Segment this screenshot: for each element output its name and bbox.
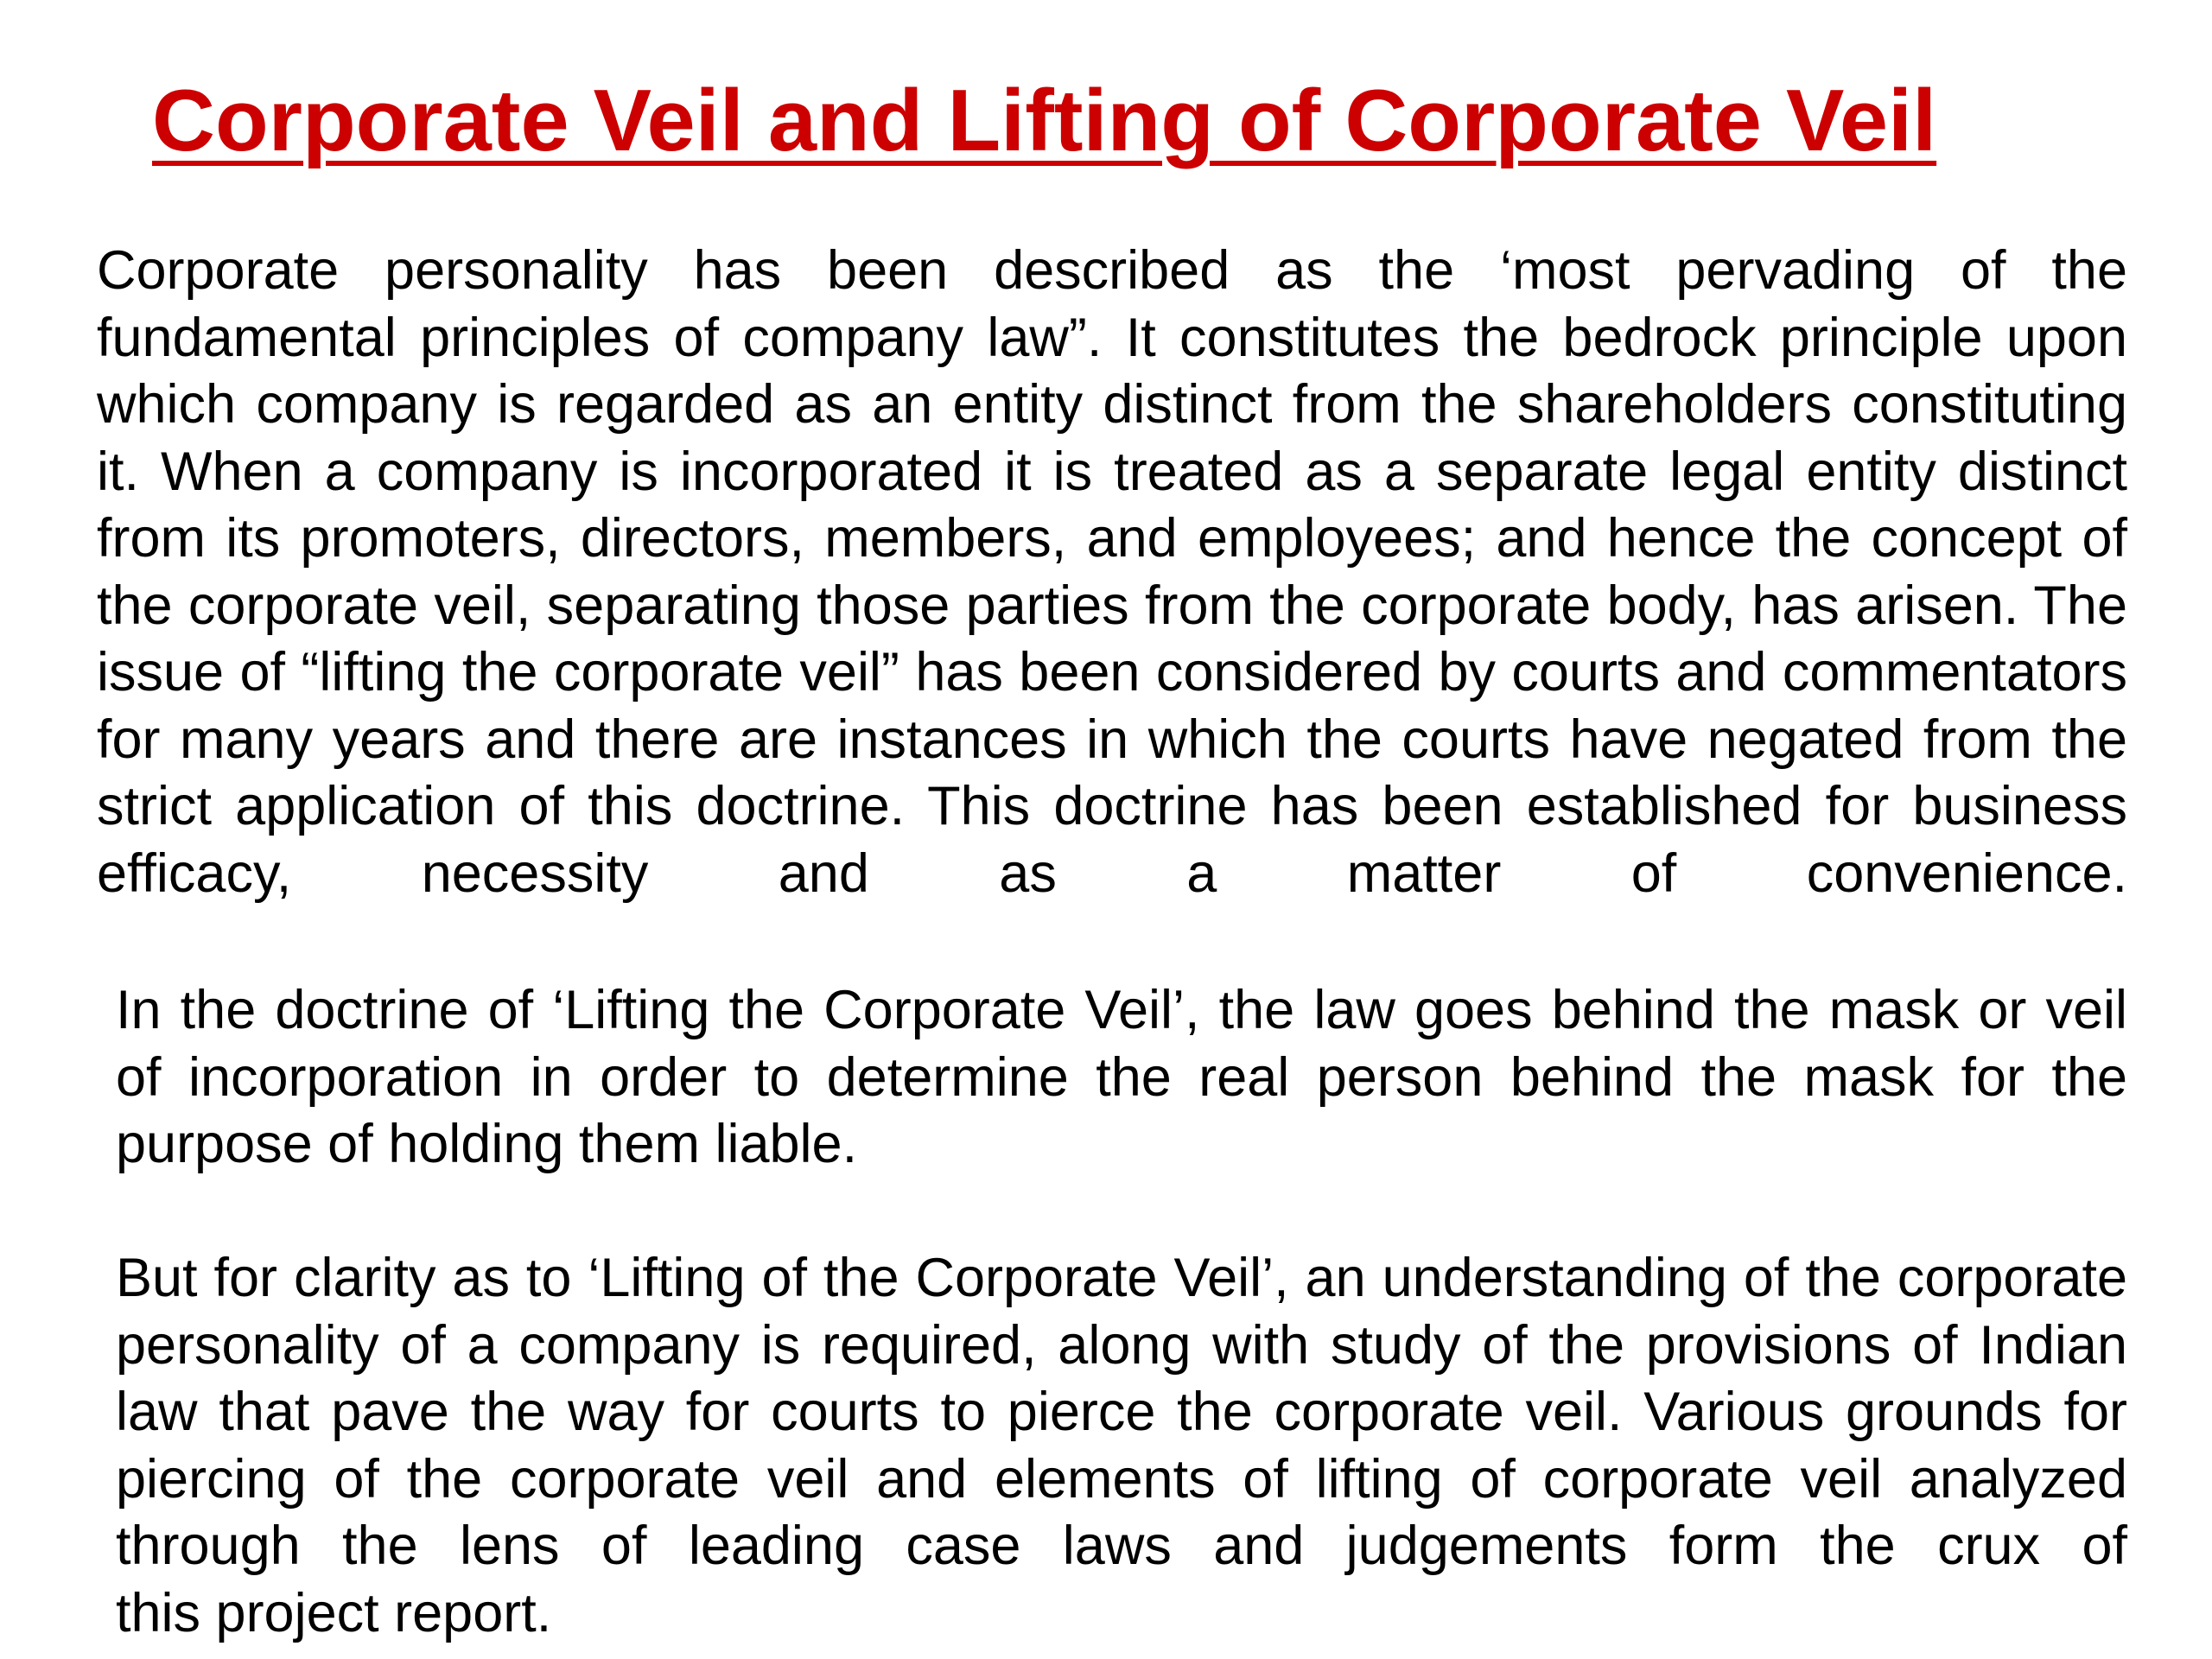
paragraph-clarity-last-line: this project report. — [116, 1583, 552, 1643]
paragraph-clarity: But for clarity as to ‘Lifting of the Corporate Veil’, an understanding of the corporate personality of a company is required, along with study of the provisions of Indian law that pave the way for courts to pierce the corporate veil. Various grounds for piercing of the corporate veil and elements of lifting of corporate veil analyzed through the lens of leading case laws and judgements form the crux of — [116, 1248, 2127, 1576]
paragraph-corporate-personality: Corporate personality has been described as the ‘most pervading of the fundamental principles of company law”. It constitutes the bedrock principle upon which company is regarded as an entity distinct from the shareholders constituting it. When a company is incorporated it is treated as a separate legal entity distinct from its promoters, directors, members, and employees; and hence the concept of the corporate veil, separating those parties from the corporate body, has arisen. The issue of “lifting the corporate veil” has been considered by courts and commentators for many years and there are instances in which the courts have negated from the strict application of this doctrine. This doctrine has been established for business efficacy, necessity and as a matter of convenience. — [97, 240, 2127, 904]
slide-title: Corporate Veil and Lifting of Corporate Veil — [152, 73, 1937, 169]
paragraph-lifting-doctrine-last-line: purpose of holding them liable. — [116, 1114, 858, 1174]
paragraph-lifting-doctrine: In the doctrine of ‘Lifting the Corporate Veil’, the law goes behind the mask or veil of incorporation in order to determine the real person behind the mask for the — [116, 980, 2127, 1108]
